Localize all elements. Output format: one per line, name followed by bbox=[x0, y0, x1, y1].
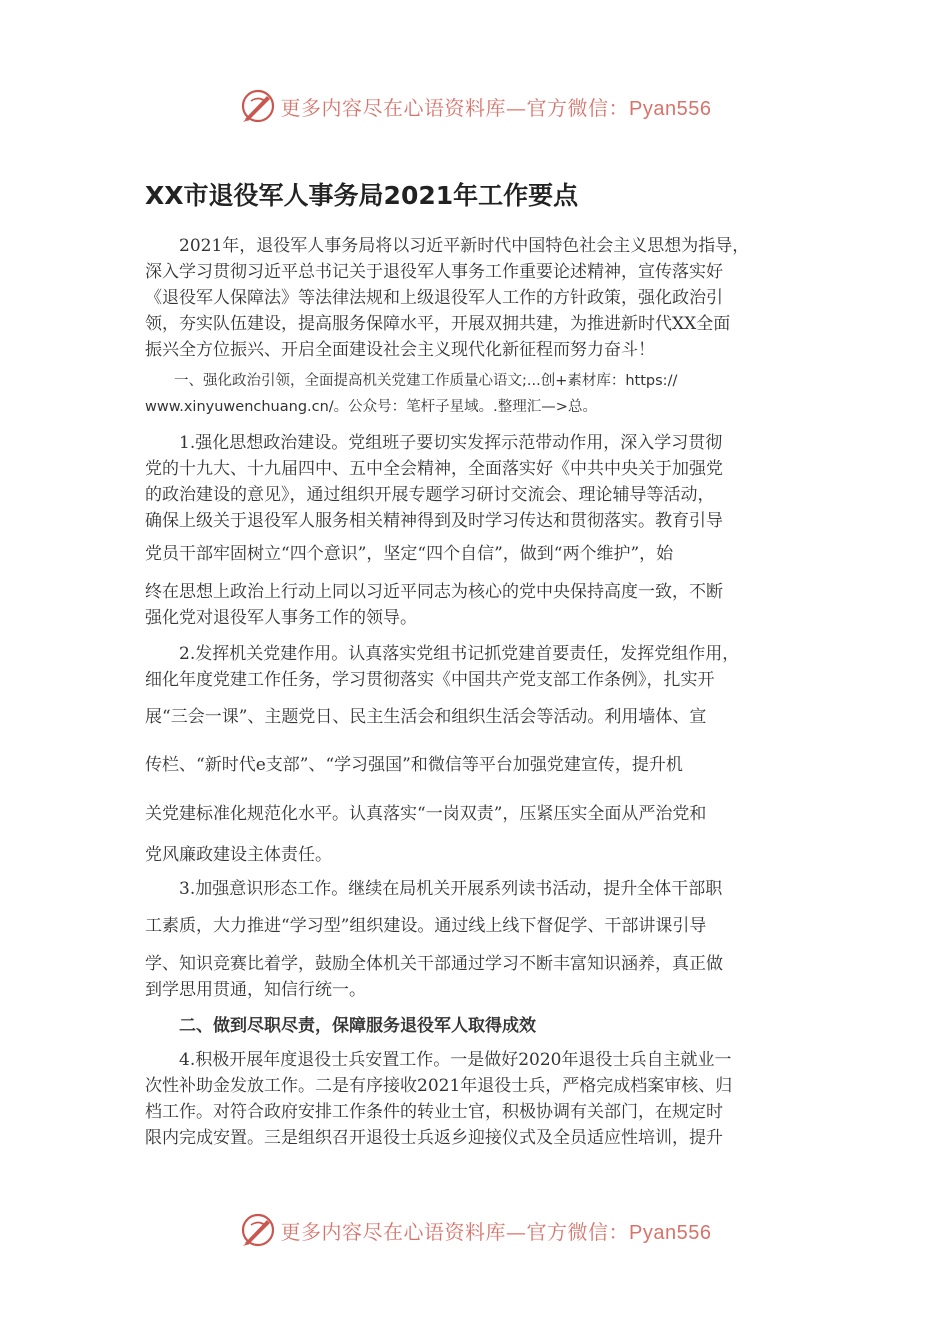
text-line: 关党建标准化规范化水平。认真落实“一岗双责”，压紧压实全面从严治党和 bbox=[145, 804, 707, 824]
text-line: 次性补助金发放工作。二是有序接收2021年退役士兵，严格完成档案审核、归 bbox=[145, 1076, 733, 1096]
item2-paragraph bbox=[145, 641, 805, 693]
banner-text: 更多内容尽在心语资料库—官方微信：Pyan556 bbox=[280, 1219, 712, 1244]
text-line: www.xinyuwenchuang.cn/。公众号：笔杆子星域。.整理汇—>总。 bbox=[145, 399, 597, 415]
item3-line bbox=[145, 913, 805, 939]
text-line: 终在思想上政治上行动上同以习近平同志为核心的党中央保持高度一致，不断 bbox=[145, 582, 723, 602]
item3-paragraph-end bbox=[145, 951, 805, 1003]
text-line: 档工作。对符合政府安排工作条件的转业士官，积极协调有关部门，在规定时 bbox=[145, 1102, 723, 1122]
text-line: 到学思用贯通，知信行统一。 bbox=[145, 980, 366, 1000]
text-line: 强化党对退役军人事务工作的领导。 bbox=[145, 608, 417, 628]
text-line: 《退役军人保障法》等法律法规和上级退役军人工作的方针政策，强化政治引 bbox=[145, 288, 723, 308]
brand-logo-icon bbox=[239, 87, 277, 125]
text-line: 限内完成安置。三是组织召开退役士兵返乡迎接仪式及全员适应性培训，提升 bbox=[145, 1128, 723, 1148]
header-banner bbox=[0, 84, 950, 128]
wechat-id: Pyan556 bbox=[629, 1221, 712, 1244]
item1-paragraph-end bbox=[145, 579, 805, 631]
text-line: 学、知识竞赛比着学，鼓励全体机关干部通过学习不断丰富知识涵养，真正做 bbox=[145, 954, 723, 974]
text-line: 传栏、“新时代e支部”、“学习强国”和微信等平台加强党建宣传，提升机 bbox=[145, 755, 683, 775]
text-line: 的政治建设的意见》，通过组织开展专题学习研讨交流会、理论辅导等活动， bbox=[145, 485, 715, 505]
footer-banner bbox=[0, 1208, 950, 1252]
text-line: 细化年度党建工作任务，学习贯彻落实《中国共产党支部工作条例》，扎实开 bbox=[145, 670, 715, 690]
text-line: 党的十九大、十九届四中、五中全会精神，全面落实好《中共中央关于加强党 bbox=[145, 459, 723, 479]
text-line: 深入学习贯彻习近平总书记关于退役军人事务工作重要论述精神，宣传落实好 bbox=[145, 262, 723, 282]
text-line: 领，夯实队伍建设，提高服务保障水平，开展双拥共建，为推进新时代XX全面 bbox=[145, 314, 731, 334]
intro-paragraph bbox=[145, 233, 805, 363]
item2-line bbox=[145, 842, 805, 868]
banner-text: 更多内容尽在心语资料库—官方微信：Pyan556 bbox=[280, 95, 712, 120]
text-line: 确保上级关于退役军人服务相关精神得到及时学习传达和贯彻落实。教育引导 bbox=[145, 511, 723, 531]
item2-line bbox=[145, 801, 805, 827]
text-line: 工素质，大力推进“学习型”组织建设。通过线上线下督促学、干部讲课引导 bbox=[145, 916, 707, 936]
text-line: 展“三会一课”、主题党日、民主生活会和组织生活会等活动。利用墙体、宣 bbox=[145, 707, 707, 727]
text-line: 2.发挥机关党建作用。认真落实党组书记抓党建首要责任，发挥党组作用， bbox=[145, 644, 740, 664]
text-line: 二、做到尽职尽责，保障服务退役军人取得成效 bbox=[145, 1016, 536, 1036]
item1-paragraph bbox=[145, 430, 805, 534]
text-line: 党风廉政建设主体责任。 bbox=[145, 845, 332, 865]
text-line: 2021年，退役军人事务局将以习近平新时代中国特色社会主义思想为指导， bbox=[145, 236, 750, 256]
section2-heading bbox=[145, 1013, 805, 1039]
text-line: 党员干部牢固树立“四个意识”，坚定“四个自信”，做到“两个维护”，始 bbox=[145, 544, 674, 564]
section1-heading bbox=[145, 368, 805, 420]
text-line: 振兴全方位振兴、开启全面建设社会主义现代化新征程而努力奋斗！ bbox=[145, 340, 655, 360]
item3-paragraph bbox=[145, 876, 805, 902]
text-line: 3.加强意识形态工作。继续在局机关开展系列读书活动，提升全体干部职 bbox=[145, 879, 723, 899]
text-line: 4.积极开展年度退役士兵安置工作。一是做好2020年退役士兵自主就业一 bbox=[145, 1050, 732, 1070]
text-line: 一、强化政治引领，全面提高机关党建工作质量心语文;...创+素材库：https:// bbox=[145, 373, 678, 389]
text-line: 1.强化思想政治建设。党组班子要切实发挥示范带动作用，深入学习贯彻 bbox=[145, 433, 723, 453]
item4-paragraph bbox=[145, 1047, 805, 1151]
brand-logo-icon bbox=[239, 1211, 277, 1249]
document-title: XX市退役军人事务局2021年工作要点 bbox=[145, 181, 579, 210]
item1-paragraph-cont bbox=[145, 541, 805, 567]
item2-line bbox=[145, 752, 805, 778]
wechat-id: Pyan556 bbox=[629, 97, 712, 120]
item2-line bbox=[145, 704, 805, 730]
